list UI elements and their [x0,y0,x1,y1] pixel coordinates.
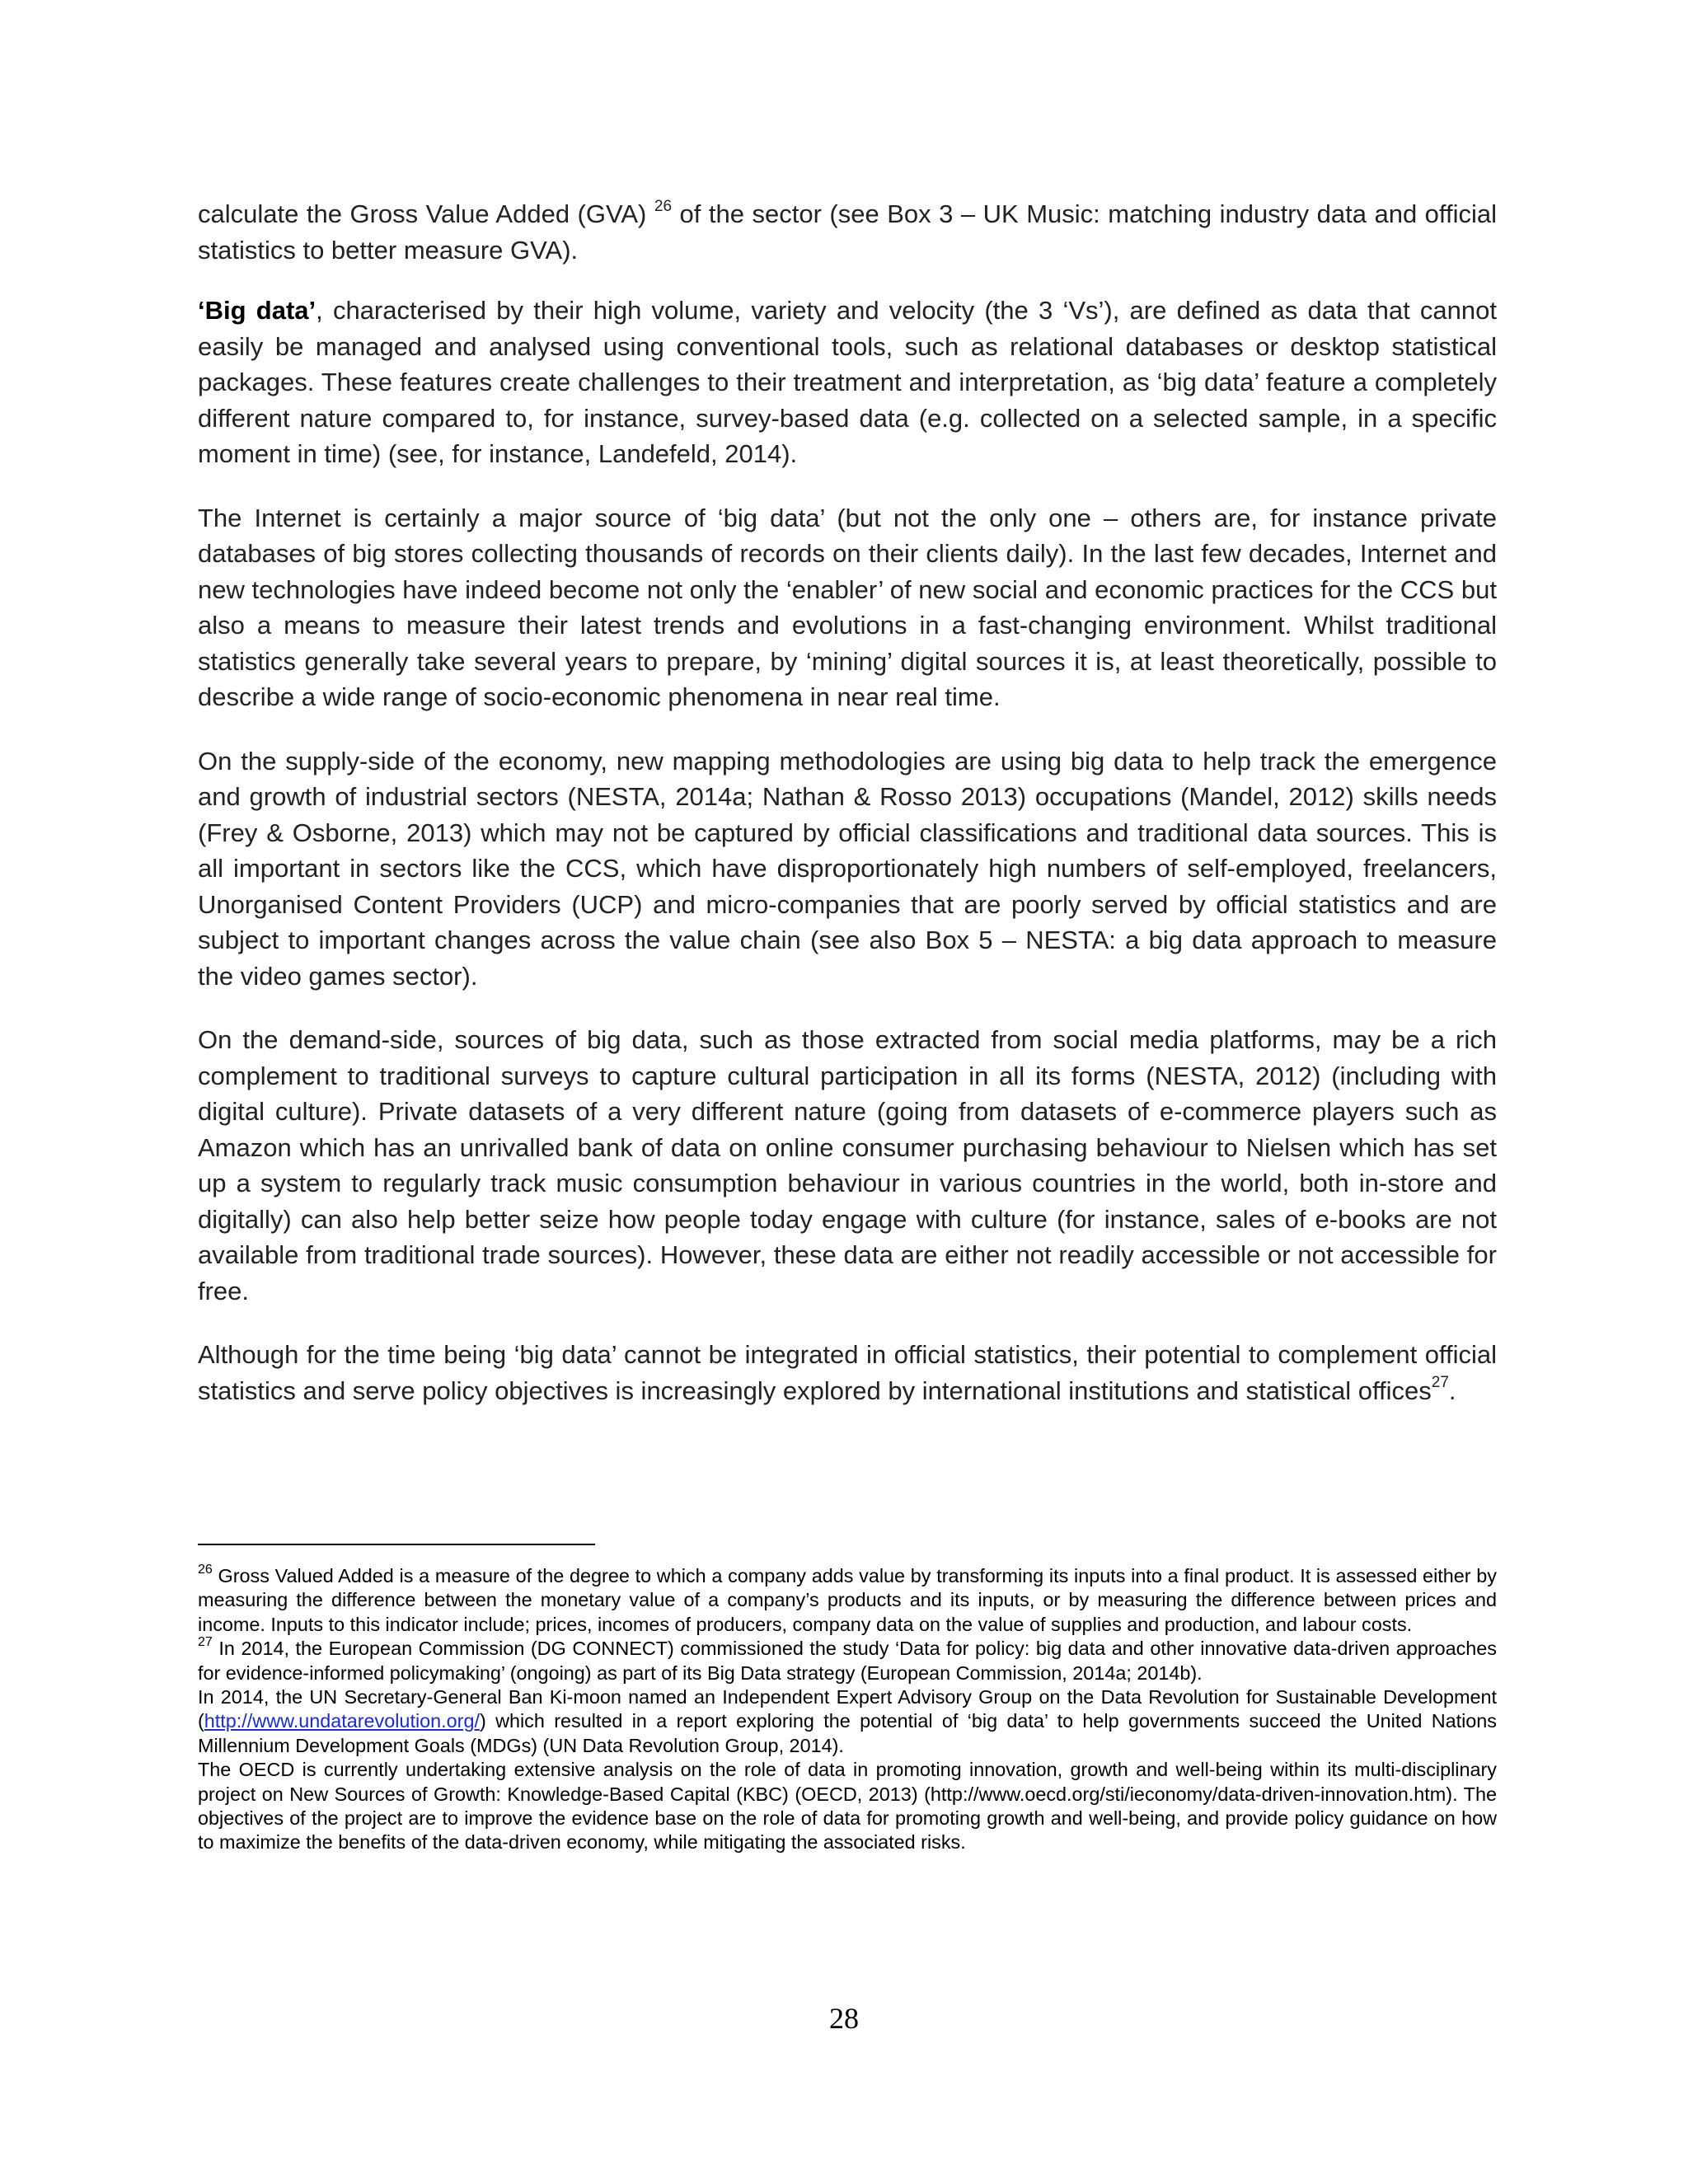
paragraph-official-statistics [198,1337,1497,1408]
undatarevolution-link[interactable]: http://www.undatarevolution.org/ [204,1710,480,1732]
footnote-26-text: Gross Valued Added is a measure of the degree to which a company adds value by transforming its inputs into a final product. It is assessed either by measuring the difference between the monetary value of a company’s products and its inputs, or by measuring the difference between prices and income. Inputs to this indicator include; prices, incomes of producers, company data on the value of supplies and production, and labour costs. [198,1565,1497,1635]
footnote-27 [198,1637,1497,1685]
paragraph-big-data-definition [198,293,1497,472]
paragraph-official-statistics-end: . [1448,1376,1456,1405]
big-data-definition-text: , characterised by their high volume, variety and velocity (the 3 ‘Vs’), are defined as data that cannot easily be managed and analysed using conventional tools, such as relational databases or desktop statistical packages. These features create challenges to their treatment and interpretation, as ‘big data’ feature a completely different nature compared to, for instance, survey-based data (e.g. collected on a selected sample, in a specific moment in time) (see, for instance, Landefeld, 2014). [198,296,1497,468]
paragraph-demand-side: On the demand-side, sources of big data, such as those extracted from social media platforms, may be a rich complement to traditional surveys to capture cultural participation in all its forms (NESTA, 2012) (including with digital culture). Private datasets of a very different nature (going from datasets of e-commerce players such as Amazon which has an unrivalled bank of data on online consumer purchasing behaviour to Nielsen which has set up a system to regularly track music consumption behaviour in various countries in the world, both in-store and digitally) can also help better seize how people today engage with culture (for instance, sales of e-books are not available from traditional trade sources). However, these data are either not readily accessible or not accessible for free. [198,1025,1497,1305]
paragraph-gva [198,196,1497,268]
body-text [198,196,1497,1408]
paragraph-supply-side: On the supply-side of the economy, new mapping methodologies are using big data to help track the emergence and growth of industrial sectors (NESTA, 2014a; Nathan & Rosso 2013) occupations (Mandel, 2012) skills needs (Frey & Osborne, 2013) which may not be captured by official classifications and traditional data sources. This is all important in sectors like the CCS, which have disproportionately high numbers of self-employed, freelancers, Unorganised Content Providers (UCP) and micro-companies that are poorly served by official statistics and are subject to important changes across the value chain (see also Box 5 – NESTA: a big data approach to measure the video games sector). [198,746,1497,991]
footnote-26 [198,1564,1497,1637]
footnote-26-number: 26 [198,1563,213,1577]
footnotes [198,1564,1497,1855]
footnote-27-un-text-end: ) which resulted in a report exploring the potential of ‘big data’ to help governments succeed the United Nations Millennium Development Goals (MDGs) (UN Data Revolution Group, 2014). [198,1710,1497,1756]
footnote-27-un-text: In 2014, the UN Secretary-General Ban Ki-moon named an Independent Expert Advisory Group on the Data Revolution for Sustainable Development ( [198,1686,1497,1732]
big-data-term: ‘Big data’ [198,296,316,325]
paragraph-official-statistics-text: Although for the time being ‘big data’ cannot be integrated in official statistics, their potential to complement official statistics and serve policy objectives is increasingly explored by international institutions and statistical offices [198,1340,1497,1405]
footnote-27-un-paragraph [198,1685,1497,1758]
paragraph-internet-source: The Internet is certainly a major source of ‘big data’ (but not the only one – others are, for instance private databases of big stores collecting thousands of records on their clients daily). In the last few decades, Internet and new technologies have indeed become not only the ‘enabler’ of new social and economic practices for the CCS but also a means to measure their latest trends and evolutions in a fast-changing environment. Whilst traditional statistics generally take several years to prepare, by ‘mining’ digital sources it is, at least theoretically, possible to describe a wide range of socio-economic phenomena in near real time. [198,503,1497,711]
footnote-27-number: 27 [198,1635,213,1650]
page-number: 28 [829,2002,859,2035]
paragraph-gva-text-end: of the sector (see Box 3 – UK Music: matching industry data and official statistics to better measure GVA). [198,199,1497,265]
footnote-ref-26[interactable]: 26 [654,197,673,215]
paragraph-gva-text: calculate the Gross Value Added (GVA) [198,199,654,228]
footnote-separator [198,1544,595,1545]
footnote-ref-27[interactable]: 27 [1431,1374,1449,1392]
footnote-27-oecd-paragraph: The OECD is currently undertaking extensive analysis on the role of data in promoting innovation, growth and well-being within its multi-disciplinary project on New Sources of Growth: Knowledge-Based Capital (KBC) (OECD, 2013) (http://www.oecd.org/sti/ieconomy/data-driven-innovation.htm). The objectives of the project are to improve the evidence base on the role of data for promoting growth and well-being, and provide policy guidance on how to maximize the benefits of the data-driven economy, while mitigating the associated risks. [198,1759,1497,1854]
page-body [198,196,1497,1436]
footnote-27-text: In 2014, the European Commission (DG CONNECT) commissioned the study ‘Data for policy: big data and other innovative data-driven approaches for evidence-informed policymaking’ (ongoing) as part of its Big Data strategy (European Commission, 2014a; 2014b). [198,1638,1497,1684]
